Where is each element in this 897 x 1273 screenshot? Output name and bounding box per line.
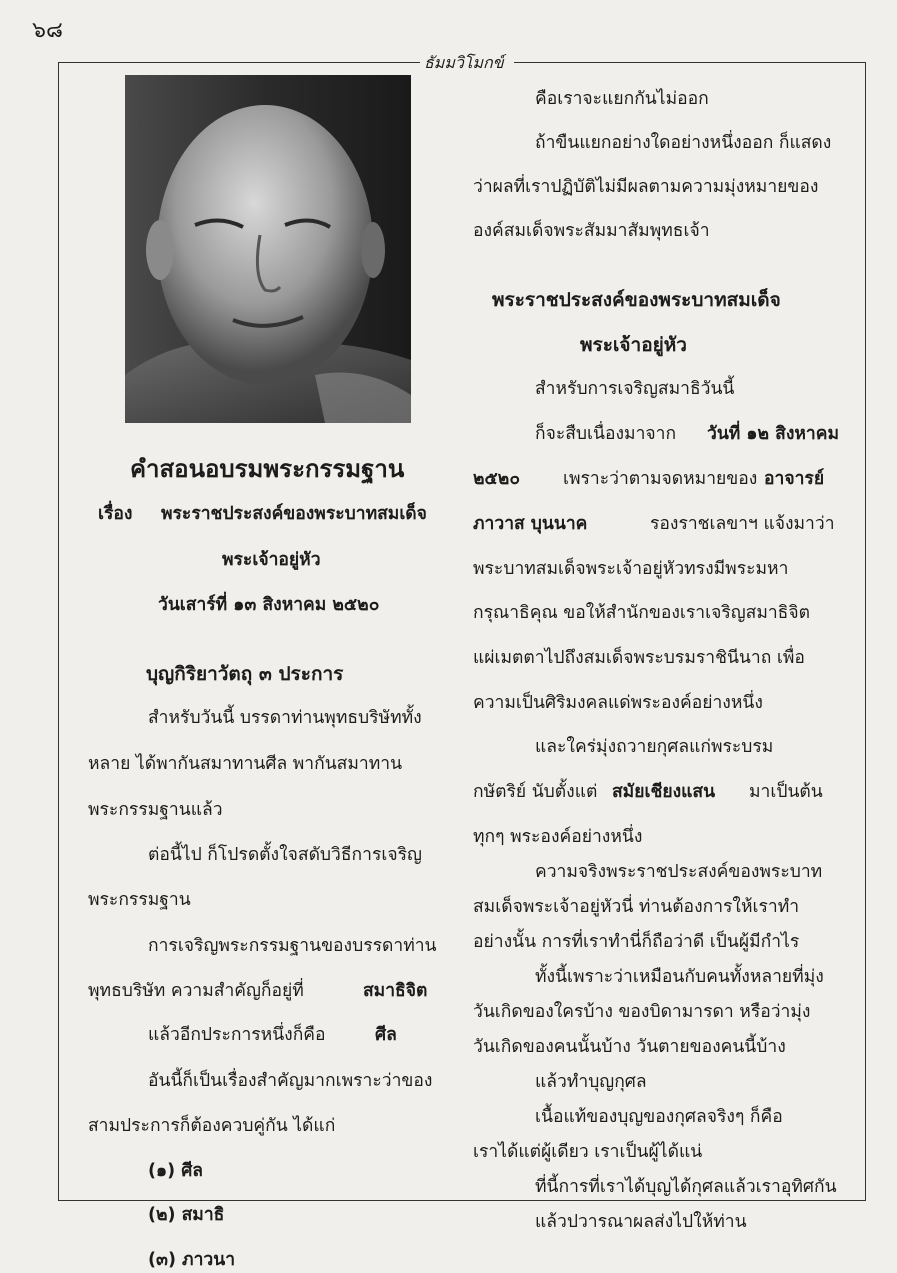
- right-bold-date: วันที่ ๑๒ สิงหาคม: [707, 424, 839, 444]
- subject-line-1: พระราชประสงค์ของพระบาทสมเด็จ: [161, 504, 427, 524]
- right-line: ความเป็นศิริมงคลแด่พระองค์อย่างหนึ่ง: [473, 693, 763, 713]
- right-bold-era: สมัยเชียงแสน: [612, 782, 716, 802]
- sermon-title: คำสอนอบรมพระกรรมฐาน: [130, 455, 405, 483]
- list-item: (๓) ภาวนา: [148, 1250, 236, 1270]
- right-bold-title: อาจารย์: [764, 469, 825, 489]
- right-heading-line-2: พระเจ้าอยู่หัว: [580, 334, 687, 356]
- right-line: กรุณาธิคุณ ขอให้สำนักของเราเจริญสมาธิจิต: [473, 603, 810, 623]
- subject-line-2: พระเจ้าอยู่หัว: [222, 550, 321, 570]
- left-line: อันนี้ก็เป็นเรื่องสำคัญมากเพราะว่าของ: [148, 1071, 433, 1091]
- list-item: (๒) สมาธิ: [148, 1205, 225, 1225]
- left-line: แล้วอีกประการหนึ่งก็คือ: [148, 1025, 326, 1045]
- left-line: หลาย ได้พากันสมาทานศีล พากันสมาทาน: [88, 754, 403, 774]
- right-heading-line-1: พระราชประสงค์ของพระบาทสมเด็จ: [492, 289, 781, 311]
- right-line: มาเป็นต้น: [749, 782, 823, 802]
- right-line: กษัตริย์ นับตั้งแต่: [473, 782, 598, 802]
- right-line: วันเกิดของคนนั้นบ้าง วันตายของคนนี้บ้าง: [473, 1037, 786, 1057]
- right-line: สมเด็จพระเจ้าอยู่หัวนี่ ท่านต้องการให้เราทำ: [473, 897, 800, 917]
- right-line: ทุกๆ พระองค์อย่างหนึ่ง: [473, 827, 643, 847]
- right-line: แผ่เมตตาไปถึงสมเด็จพระบรมราชินีนาถ เพื่อ: [473, 648, 805, 668]
- right-line: เนื้อแท้ของบุญของกุศลจริงๆ ก็คือ: [535, 1107, 783, 1127]
- top-rule-right: [514, 62, 865, 63]
- right-line: ว่าผลที่เราปฏิบัติไม่มีผลตามความมุ่งหมายของ: [473, 177, 819, 197]
- right-line: พระบาทสมเด็จพระเจ้าอยู่หัวทรงมีพระมหา: [473, 559, 789, 579]
- monk-portrait-photo: [125, 75, 411, 423]
- subject-label: เรื่อง: [98, 504, 133, 524]
- left-line: การเจริญพระกรรมฐานของบรรดาท่าน: [148, 936, 437, 956]
- right-line: ถ้าขืนแยกอย่างใดอย่างหนึ่งออก ก็แสดง: [535, 133, 832, 153]
- right-bold-name: ภาวาส บุนนาค: [473, 514, 588, 534]
- right-line: องค์สมเด็จพระสัมมาสัมพุทธเจ้า: [473, 221, 710, 241]
- left-bold-term: ศีล: [375, 1025, 397, 1045]
- left-line: สามประการก็ต้องควบคู่กัน ได้แก่: [88, 1116, 336, 1136]
- sermon-date: วันเสาร์ที่ ๑๓ สิงหาคม ๒๕๒๐: [158, 595, 380, 615]
- right-bold-year: ๒๕๒๐: [473, 469, 520, 489]
- right-line: คือเราจะแยกกันไม่ออก: [535, 89, 709, 109]
- right-line: เพราะว่าตามจดหมายของ: [563, 469, 758, 489]
- right-line: ที่นี้การที่เราได้บุญได้กุศลแล้วเราอุทิศกัน: [535, 1177, 837, 1197]
- left-line: สำหรับวันนี้ บรรดาท่านพุทธบริษัททั้ง: [148, 708, 422, 728]
- left-line: ต่อนี้ไป ก็โปรดตั้งใจสดับวิธีการเจริญ: [148, 845, 422, 865]
- right-line: ความจริงพระราชประสงค์ของพระบาท: [535, 862, 823, 882]
- right-line: และใคร่มุ่งถวายกุศลแก่พระบรม: [535, 737, 774, 757]
- top-rule-left: [58, 62, 420, 63]
- left-line: พระกรรมฐานแล้ว: [88, 800, 223, 820]
- right-line: เราได้แต่ผู้เดียว เราเป็นผู้ได้แน่: [473, 1142, 703, 1162]
- right-line: แล้วทำบุญกุศล: [535, 1072, 647, 1092]
- list-item: (๑) ศีล: [148, 1161, 204, 1181]
- left-bold-term: สมาธิจิต: [363, 981, 428, 1001]
- right-line: สำหรับการเจริญสมาธิวันนี้: [535, 379, 735, 399]
- journal-title: ธัมมวิโมกข์: [424, 53, 504, 72]
- right-line: ก็จะสืบเนื่องมาจาก: [535, 424, 677, 444]
- section-heading: บุญกิริยาวัตถุ ๓ ประการ: [146, 663, 344, 685]
- left-line: พระกรรมฐาน: [88, 890, 191, 910]
- right-line: อย่างนั้น การที่เราทำนี่ก็ถือว่าดี เป็นผู้มีกำไร: [473, 932, 800, 952]
- right-line: วันเกิดของใครบ้าง ของบิดามารดา หรือว่ามุ่ง: [473, 1002, 811, 1022]
- left-line: พุทธบริษัท ความสำคัญก็อยู่ที่: [88, 981, 304, 1001]
- right-line: รองราชเลขาฯ แจ้งมาว่า: [650, 514, 835, 534]
- page-number: ๖๘: [32, 18, 63, 43]
- right-line: ทั้งนี้เพราะว่าเหมือนกับคนทั้งหลายที่มุ่ง: [535, 967, 824, 987]
- right-line: แล้วปวารณาผลส่งไปให้ท่าน: [535, 1212, 747, 1232]
